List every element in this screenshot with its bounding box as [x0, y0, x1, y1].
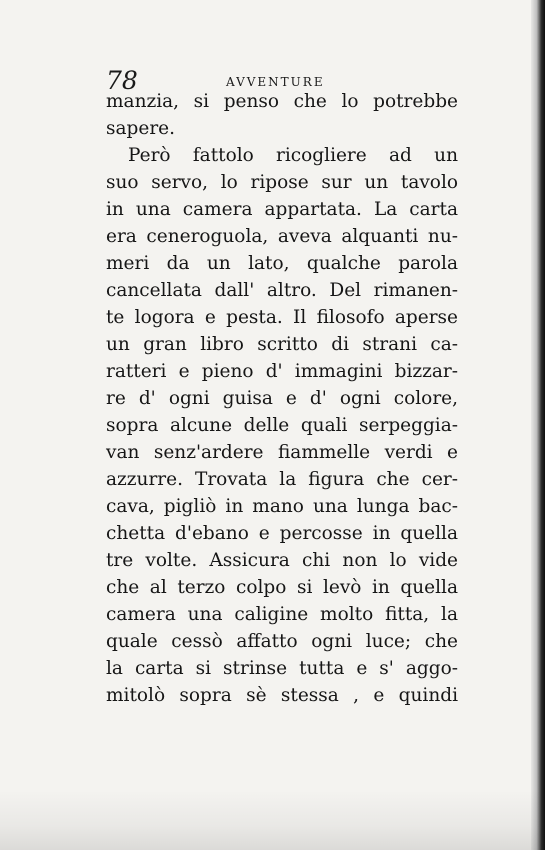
text-line-19: che al terzo colpo si levò in quella [106, 577, 458, 598]
text-line-16: cava, pigliò in mano una lunga bac- [106, 496, 458, 517]
text-line-23: mitolò sopra sè stessa , e quindi [106, 685, 458, 706]
text-line-9: te logora e pesta. Il filosofo aperse [106, 307, 458, 328]
text-line-20: camera una caligine molto fitta, la [106, 604, 458, 625]
text-line-1: manzia, si penso che lo potrebbe [106, 91, 458, 112]
text-line-3: Però fattolo ricogliere ad un [128, 145, 458, 166]
text-line-11: ratteri e pieno d' immagini bizzar- [106, 361, 458, 382]
text-line-14: van senz'ardere fiammelle verdi e [106, 442, 458, 463]
text-line-17: chetta d'ebano e percosse in quella [106, 523, 458, 544]
text-line-7: meri da un lato, qualche parola [106, 253, 458, 274]
page-edge-shadow [531, 0, 545, 850]
text-line-6: era ceneroguola, aveva alquanti nu- [106, 226, 458, 247]
text-line-22: la carta si strinse tutta e s' aggo- [106, 658, 458, 679]
text-line-18: tre volte. Assicura chi non lo vide [106, 550, 458, 571]
text-line-12: re d' ogni guisa e d' ogni colore, [106, 388, 458, 409]
page-bottom-shade [0, 790, 545, 850]
text-line-10: un gran libro scritto di strani ca- [106, 334, 458, 355]
text-line-21: quale cessò affatto ogni luce; che [106, 631, 458, 652]
text-line-4: suo servo, lo ripose sur un tavolo [106, 172, 458, 193]
text-line-13: sopra alcune delle quali serpeggia- [106, 415, 458, 436]
body-text [106, 88, 458, 709]
text-line-2: sapere. [106, 118, 175, 139]
text-line-8: cancellata dall' altro. Del rimanen- [106, 280, 458, 301]
page-number: 78 [106, 66, 138, 95]
running-head: AVVENTURE [226, 75, 325, 89]
text-line-5: in una camera appartata. La carta [106, 199, 458, 220]
text-line-15: azzurre. Trovata la figura che cer- [106, 469, 458, 490]
